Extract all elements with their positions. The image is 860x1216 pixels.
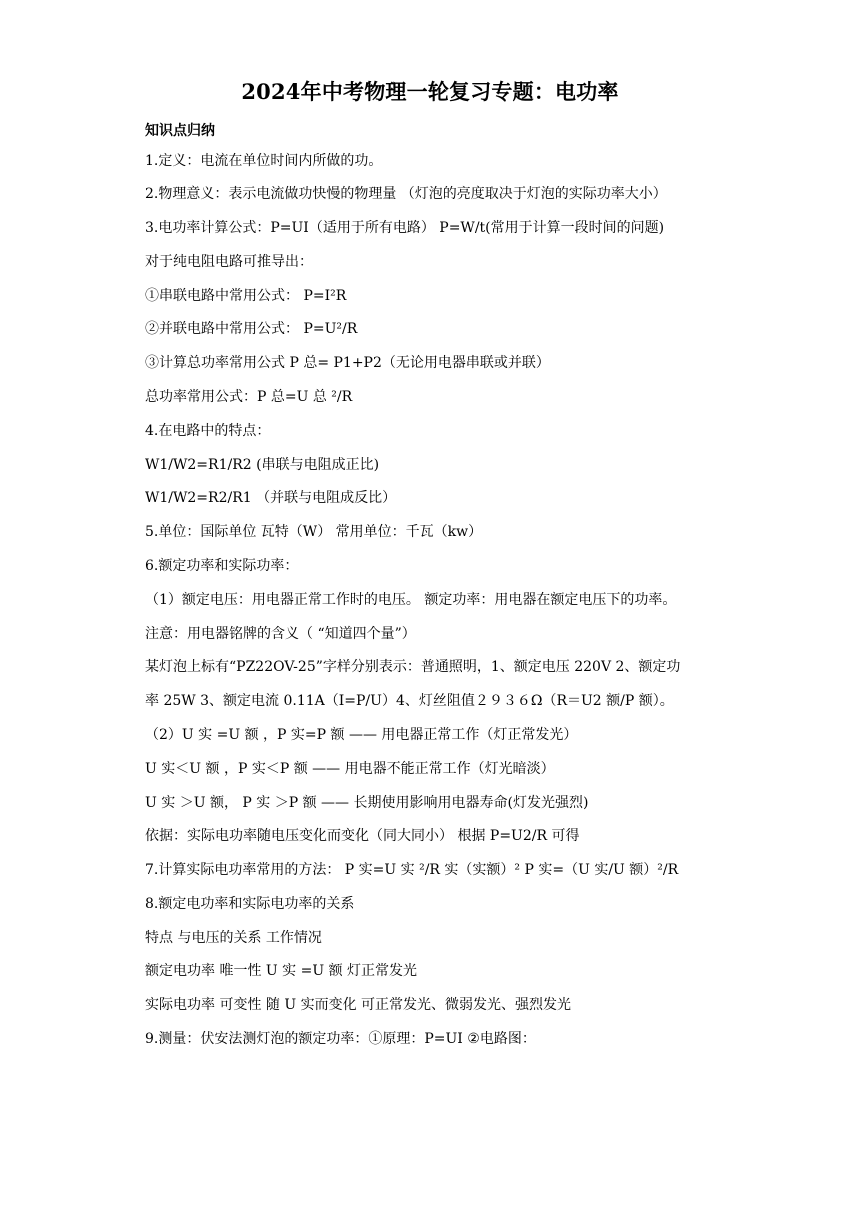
text-line: 对于纯电阻电路可推导出： [145,254,313,270]
text-line: 1.定义：电流在单位时间内所做的功。 [145,153,383,169]
text-line: 3.电功率计算公式：P=UI（适用于所有电路） P=W/t(常用于计算一段时间的问题) [145,220,665,236]
text-line: 总功率常用公式：P 总=U 总 ²/R [145,389,353,405]
text-line: ③计算总功率常用公式 P 总= P1+P2（无论用电器串联或并联） [145,355,550,371]
text-line: 额定电功率 唯一性 U 实 =U 额 灯正常发光 [145,963,418,979]
text-line: 9.测量：伏安法测灯泡的额定功率：①原理：P=UI ②电路图： [145,1031,536,1047]
page-title: 2024年中考物理一轮复习专题：电功率 [241,79,619,104]
text-line: 率 25W 3、额定电流 0.11A（I=P/U）4、灯丝阻值２９３６Ω（R＝U2 额/P 额）。 [145,693,674,709]
text-line: W1/W2=R2/R1 （并联与电阻成反比） [145,490,397,506]
text-line: ②并联电路中常用公式： P=U²/R [145,321,358,337]
text-line: 实际电功率 可变性 随 U 实而变化 可正常发光、微弱发光、强烈发光 [145,997,572,1013]
section-heading: 知识点归纳 [145,123,215,139]
text-line: 注意：用电器铭牌的含义（ “知道四个量”） [145,626,416,642]
text-line: W1/W2=R1/R2 (串联与电阻成正比) [145,457,380,473]
text-line: 8.额定电功率和实际电功率的关系 [145,896,355,912]
text-line: 特点 与电压的关系 工作情况 [145,930,322,946]
text-line: U 实 ＞U 额， P 实 ＞P 额 —— 长期使用影响用电器寿命(灯发光强烈) [145,795,589,811]
text-line: 6.额定功率和实际功率： [145,558,299,574]
text-line: 4.在电路中的特点： [145,423,271,439]
text-line: 5.单位：国际单位 瓦特（W） 常用单位：千瓦（kw） [145,524,483,540]
text-line: （1）额定电压：用电器正常工作时的电压。 额定功率：用电器在额定电压下的功率。 [145,592,677,608]
text-line: U 实＜U 额 ，P 实＜P 额 —— 用电器不能正常工作（灯光暗淡） [145,761,555,777]
text-line: 依据：实际电功率随电压变化而变化（同大同小） 根据 P=U2/R 可得 [145,828,580,844]
text-line: 某灯泡上标有“PZ22OV-25”字样分别表示：普通照明，1、额定电压 220V 2、额定功 [145,659,681,675]
text-line: 2.物理意义：表示电流做功快慢的物理量 （灯泡的亮度取决于灯泡的实际功率大小） [145,186,667,202]
text-line: （2）U 实 =U 额 ，P 实=P 额 —— 用电器正常工作（灯正常发光） [145,727,578,743]
text-line: ①串联电路中常用公式： P=I²R [145,288,347,304]
text-line: 7.计算实际电功率常用的方法： P 实=U 实 ²/R 实（实额）² P 实=（U 实/U 额）²/R [145,862,679,878]
